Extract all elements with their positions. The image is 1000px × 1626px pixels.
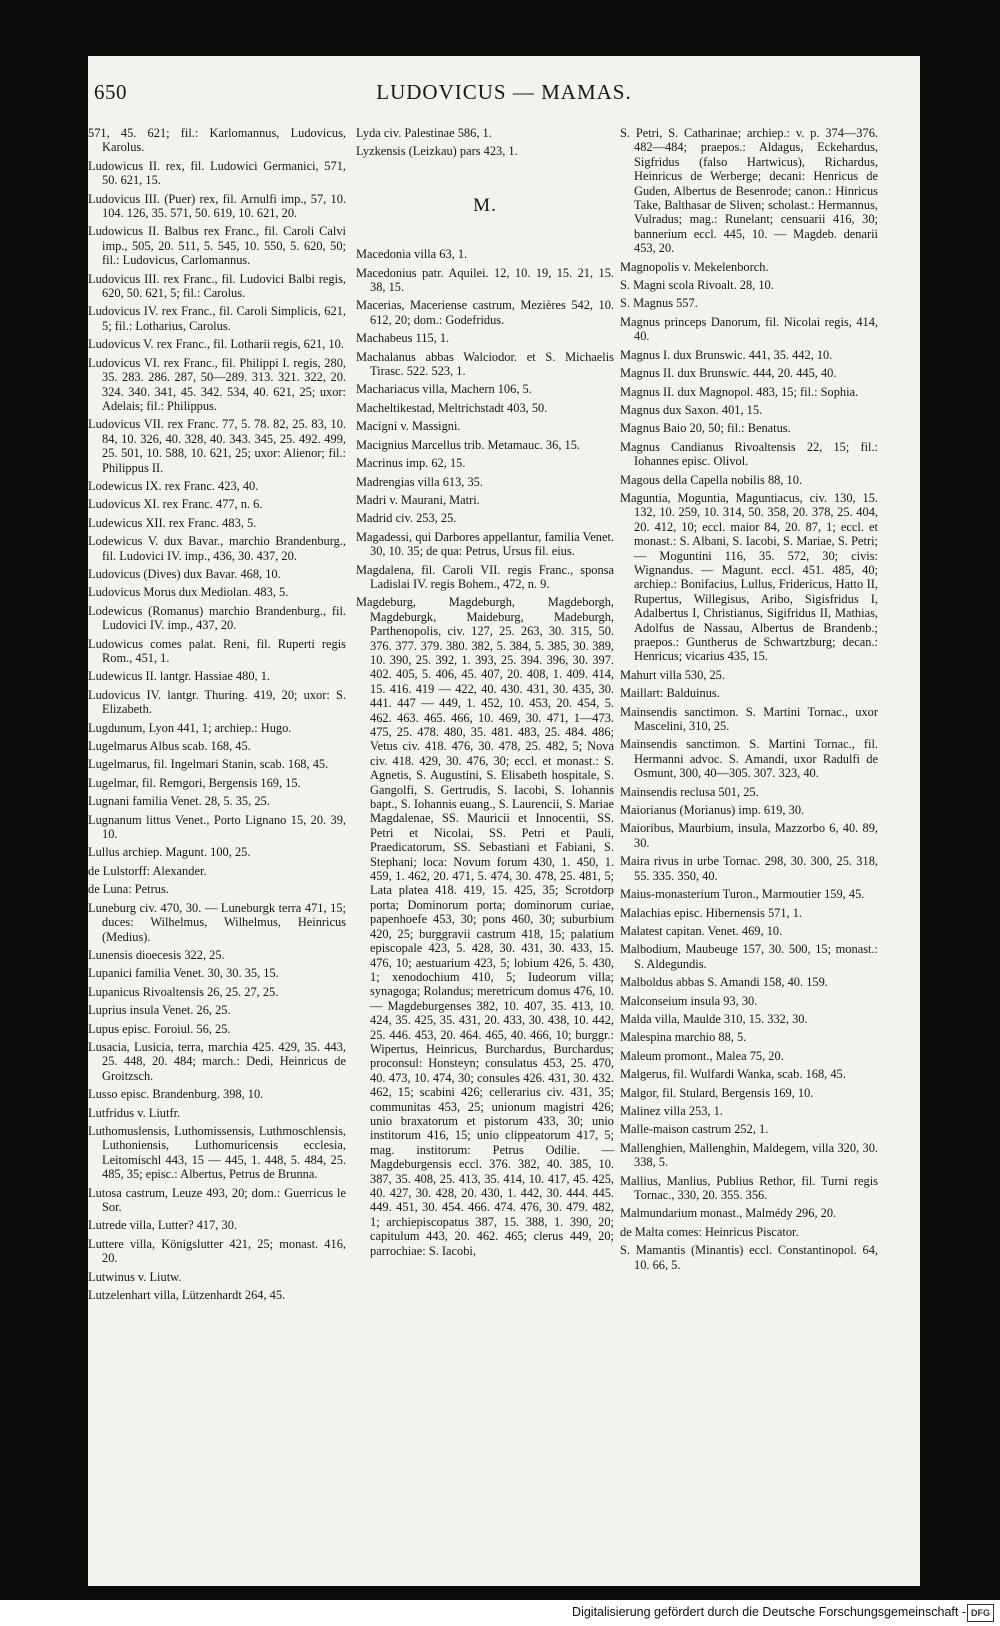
index-column-3 (620, 126, 878, 1276)
index-entry: Malgor, fil. Stulard, Bergensis 169, 10. (620, 1085, 814, 1100)
page-header (88, 80, 920, 110)
index-entry: Malatest capitan. Venet. 469, 10. (620, 923, 783, 938)
index-entry: Lutfridus v. Liutfr. (88, 1105, 181, 1120)
running-head: LUDOVICUS — MAMAS. (376, 80, 632, 104)
index-entry: S. Magnus 557. (620, 296, 698, 311)
index-entry: Luneburg civ. 470, 30. — Luneburgk terra 471, 15; duces: Wilhelmus, Wilhelmus, Heinricus (Medius). (88, 900, 346, 944)
index-entry: Lusso episc. Brandenburg. 398, 10. (88, 1087, 264, 1102)
index-entry: Malachias episc. Hibernensis 571, 1. (620, 905, 803, 920)
column-2-top-entries (356, 126, 614, 159)
index-entry: Macignius Marcellus trib. Metamauc. 36, 15. (356, 437, 581, 452)
index-entry: Lunensis dioecesis 322, 25. (88, 947, 225, 962)
index-entry: Malboldus abbas S. Amandi 158, 40. 159. (620, 975, 828, 990)
index-entry: Lugelmarus Albus scab. 168, 45. (88, 739, 251, 754)
index-entry: Malle-maison castrum 252, 1. (620, 1122, 769, 1137)
index-entry: Magnus II. dux Brunswic. 444, 20. 445, 40. (620, 366, 837, 381)
dfg-logo: DFG (967, 1604, 994, 1622)
index-entry: Lugdunum, Lyon 441, 1; archiep.: Hugo. (88, 720, 292, 735)
index-entry: S. Petri, S. Catharinae; archiep.: v. p. 374—376. 482—484; praepos.: Aldagus, Eckehardus, Sigfridus (falso Hartwicus), Richardus, Heinricus de Werberge; decani: Henricus de Guden, Albertus de Besenrode; canon.: Hinricus Take, Balthasar de Sliven; scholast.: Hermannus, Vulradus; mag.: Runelant; censuarii 416, 30; bannerium eccl. 445, 10. — Magdeb. denarii 453, 20. (620, 126, 878, 256)
index-entry: Magdalena, fil. Caroli VII. regis Franc., sponsa Ladislai IV. regis Bohem., 472, n. 9. (356, 562, 614, 591)
index-entry: Lodewicus IX. rex Franc. 423, 40. (88, 478, 259, 493)
index-entry: de Malta comes: Heinricus Piscator. (620, 1224, 799, 1239)
footer-credit: Digitalisierung gefördert durch die Deutsche Forschungsgemeinschaft - (572, 1605, 966, 1619)
index-entry: Maleum promont., Malea 75, 20. (620, 1048, 784, 1063)
index-entry: Lullus archiep. Magunt. 100, 25. (88, 845, 251, 860)
index-entry: Madrid civ. 253, 25. (356, 511, 457, 526)
index-entry: Malda villa, Maulde 310, 15. 332, 30. (620, 1011, 808, 1026)
index-entry: Mahurt villa 530, 25. (620, 667, 725, 682)
index-entry: Ludovicus III. (Puer) rex, fil. Arnulfi imp., 57, 10. 104. 126, 35. 571, 50. 619, 10. 621, 20. (88, 191, 346, 221)
index-entry: Lutosa castrum, Leuze 493, 20; dom.: Guerricus le Sor. (88, 1185, 346, 1214)
index-entry: Magous della Capella nobilis 88, 10. (620, 472, 803, 487)
footer-bar (0, 1600, 1000, 1626)
index-entry: Magnus Candianus Rivoaltensis 22, 15; fil.: Iohannes episc. Olivol. (620, 439, 878, 469)
index-entry: Lupus episc. Foroiul. 56, 25. (88, 1021, 231, 1036)
index-entry: Lugnanum littus Venet., Porto Lignano 15, 20. 39, 10. (88, 812, 346, 842)
index-entry: de Luna: Petrus. (88, 882, 169, 897)
index-entry: Ludovicus IV. rex Franc., fil. Caroli Simplicis, 621, 5; fil.: Lotharius, Carolus. (88, 304, 346, 333)
index-entry: Ludowicus comes palat. Reni, fil. Ruperti regis Rom., 451, 1. (88, 636, 346, 665)
index-entry: Ludovicus V. rex Franc., fil. Lotharii regis, 621, 10. (88, 337, 344, 352)
dictionary-page (88, 56, 920, 1586)
index-entry: Mainsendis sanctimon. S. Martini Tornac., uxor Mascelini, 310, 25. (620, 704, 878, 734)
index-entry: Malgerus, fil. Wulfardi Wanka, scab. 168, 45. (620, 1067, 846, 1082)
index-entry: Mainsendis reclusa 501, 25. (620, 784, 759, 799)
index-entry: Lugelmar, fil. Remgori, Bergensis 169, 15. (88, 775, 301, 790)
index-entry: Machabeus 115, 1. (356, 331, 450, 346)
index-entry: S. Mamantis (Minantis) eccl. Constantinopol. 64, 10. 66, 5. (620, 1243, 878, 1272)
index-entry: Ludovicus VI. rex Franc., fil. Philippi I. regis, 280, 35. 283. 286. 287, 50—289. 313. 321. 322, 20. 324. 340. 341, 45. 342. 534, 40. 621, 25; uxor: Adelais; fil.: Philippus. (88, 355, 346, 413)
index-entry: 571, 45. 621; fil.: Karlomannus, Ludovicus, Karolus. (88, 126, 346, 155)
index-entry: Maira rivus in urbe Tornac. 298, 30. 300, 25. 318, 55. 335. 350, 40. (620, 854, 878, 883)
index-entry: Ludovicus VII. rex Franc. 77, 5. 78. 82, 25. 83, 10. 84, 10. 326, 40. 328, 40. 343. 345, 25. 492. 499, 25. 501, 10. 588, 10. 621, 25; uxor: Alienor; fil.: Philippus II. (88, 417, 346, 475)
index-entry: Lupanicus Rivoaltensis 26, 25. 27, 25. (88, 984, 279, 999)
index-entry: Luprius insula Venet. 26, 25. (88, 1003, 231, 1018)
column-2-entries (356, 247, 614, 1258)
index-entry: Machalanus abbas Walciodor. et S. Michaelis Tirasc. 522. 523, 1. (356, 349, 614, 379)
index-entry: Malinez villa 253, 1. (620, 1103, 723, 1118)
index-entry: Lyda civ. Palestinae 586, 1. (356, 126, 492, 140)
index-entry: Macrinus imp. 62, 15. (356, 456, 466, 471)
index-entry: Lutrede villa, Lutter? 417, 30. (88, 1218, 237, 1233)
index-entry: Macedonia villa 63, 1. (356, 247, 468, 262)
index-entry: Magnus princeps Danorum, fil. Nicolai regis, 414, 40. (620, 314, 878, 344)
index-entry: Malconseium insula 93, 30. (620, 993, 758, 1008)
index-entry: Machariacus villa, Machern 106, 5. (356, 382, 532, 397)
index-entry: Madri v. Maurani, Matri. (356, 492, 480, 507)
index-entry: Magnopolis v. Mekelenborch. (620, 259, 769, 274)
index-entry: Macheltikestad, Meltrichstadt 403, 50. (356, 400, 548, 415)
index-entry: Ludovicus XI. rex Franc. 477, n. 6. (88, 497, 263, 512)
index-entry: Ludewicus XII. rex Franc. 483, 5. (88, 515, 257, 530)
index-entry: Maioribus, Maurbium, insula, Mazzorbo 6, 40. 89, 30. (620, 821, 878, 850)
index-entry: Ludowicus II. rex, fil. Ludowici Germanici, 571, 50. 621, 15. (88, 158, 346, 188)
index-entry: Magnus Baio 20, 50; fil.: Benatus. (620, 421, 791, 436)
index-entry: de Lulstorff: Alexander. (88, 863, 207, 878)
index-entry: Mallenghien, Mallenghin, Maldegem, villa 320, 30. 338, 5. (620, 1140, 878, 1170)
index-entry: Lusacia, Lusicia, terra, marchia 425. 429, 35. 443, 25. 448, 20. 484; march.: Dedi, Heinricus de Groitzsch. (88, 1039, 346, 1083)
index-entry: Lodewicus V. dux Bavar., marchio Brandenburg., fil. Ludovici IV. imp., 436, 30. 437, 20. (88, 534, 346, 563)
page-number: 650 (94, 80, 127, 104)
index-entry: Mainsendis sanctimon. S. Martini Tornac., fil. Hermanni advoc. S. Amandi, uxor Radulfi de Osmunt, 300, 40—305. 307. 323, 40. (620, 737, 878, 781)
index-entry: Malmundarium monast., Malmédy 296, 20. (620, 1206, 837, 1221)
index-entry: Lutwinus v. Liutw. (88, 1269, 182, 1284)
section-heading-m: M. (473, 194, 497, 216)
index-entry: Ludovicus (Dives) dux Bavar. 468, 10. (88, 566, 281, 581)
index-entry: Malbodium, Maubeuge 157, 30. 500, 15; monast.: S. Aldegundis. (620, 942, 878, 971)
index-entry: Luttere villa, Königslutter 421, 25; monast. 416, 20. (88, 1236, 346, 1266)
index-entry: Ludovicus III. rex Franc., fil. Ludovici Balbi regis, 620, 50. 621, 5; fil.: Carolus. (88, 271, 346, 301)
index-column-2 (356, 126, 614, 1262)
index-entry: Magdeburg, Magdeburgh, Magdeborgh, Magdeburgk, Maideburg, Madeburgh, Parthenopolis, civ. 127, 25. 263, 30. 315, 50. 376. 377. 379. 380. 382, 5. 384, 5. 385, 30. 389, 10. 390, 25. 392, 1. 393, 25. 394. 396, 30. 397. 402. 405, 5. 406, 45. 407, 20. 408, 1. 409. 414, 15. 416. 419 — 422, 40. 430. 431, 30. 435, 30. 441. 447 — 449, 1. 452, 10. 453, 20. 454, 5. 462. 463. 465. 466, 10. 469, 30. 471, 1—473. 475, 25. 478. 480, 35. 481. 483, 25. 484. 486; Vetus civ. 418. 476, 30. 478, 25. 482, 5; Nova civ. 418. 429, 30. 476, 30; eccl. et monast.: S. Agnetis, S. Augustini, S. Elisabeth hospitale, S. Gangolfi, S. Gertrudis, S. Iacobi, S. Iohannis bapt., S. Iohannis euang., S. Laurencii, S. Mariae Magdalenae, SS. Mauricii et Innocentii, SS. Petri et Nicolai, SS. Petri et Pauli, Praedicatorum, SS. Sebastiani et Fabiani, S. Stephani; loca: Novum forum 430, 1. 450, 1. 459, 1. 462, 20. 471, 5. 474, 30. 478, 25. 481, 5; Lata platea 418. 419, 15. 425, 35; Scrotdorp porta; Dominorum porta; dominorum curiae, papenhoefe 453, 30; pons 460, 30; suburbium 420, 25; burggravii castrum 418, 15; palatium episcopale 423, 5. 428, 30. 431, 30. 433, 15. 476, 10; aestuarium 423, 5; lobium 426, 5. 430, 1; xenodochium 410, 5; Iudeorum villa; synagoga; Rolandus; meretricum domus 476, 10. — Magdeburgenses 382, 10. 407, 35. 413, 10. 424, 35. 425, 35. 431, 20. 433, 30. 438, 10. 442, 25. 446. 453, 20. 464. 465, 40. 466, 10; burggr.: Wipertus, Heinricus, Burchardus, Burchardus; proconsul: Honsteyn; consulatus 453, 25. 470, 40. 473, 10. 474, 30; consules 426. 431, 30. 432. 462, 15; scabini 426; cellerarius civ. 431, 35; communitas 453, 25; unionum magistri 426; unio braxatorum et pistorum 433, 30; unio institorum 416, 15; unio clippeatorum 417, 5; mag. institorum: Petrus Odilie. — Magdeburgensis eccl. 376. 382, 40. 385, 10. 387, 35. 408, 25. 413, 35. 414, 10. 417, 45. 425, 40. 427, 30. 428, 20. 430, 1. 442, 30. 444. 445. 449. 451, 30. 454. 466. 474. 476, 30. 479. 482, 1; archiepiscopatus 387, 15. 388, 1. 390, 20; capitulum 443, 20. 462. 465; clerus 449, 20; parrochiae: S. Iacobi, (356, 595, 614, 1258)
index-entry: Magadessi, qui Darbores appellantur, familia Venet. 30, 10. 35; de qua: Petrus, Ursus fil. eius. (356, 529, 614, 559)
index-entry: Mallius, Manlius, Publius Rethor, fil. Turni regis Tornac., 330, 20. 355. 356. (620, 1173, 878, 1202)
index-entry: Lupanici familia Venet. 30, 30. 35, 15. (88, 966, 279, 981)
index-column-1 (88, 126, 346, 1306)
index-entry: Ludovicus IV. lantgr. Thuring. 419, 20; uxor: S. Elizabeth. (88, 687, 346, 717)
index-entry: Lugnani familia Venet. 28, 5. 35, 25. (88, 794, 270, 809)
index-entry: Ludowicus II. Balbus rex Franc., fil. Caroli Calvi imp., 505, 20. 511, 5. 545, 10. 550, 5. 620, 50; fil.: Ludovicus, Carlomannus. (88, 224, 346, 268)
index-entry: Lugelmarus, fil. Ingelmari Stanin, scab. 168, 45. (88, 757, 329, 772)
index-entry: Maguntia, Moguntia, Maguntiacus, civ. 130, 15. 132, 10. 259, 10. 314, 50. 358, 20. 378, 25. 404, 20. 412, 10; eccl. maior 84, 20. 87, 1; eccl. et monast.: S. Albani, S. Iacobi, S. Mariae, S. Petri; — Moguntini 116, 35. 572, 30; civis: Wignandus. — Magunt. eccl. 451. 485, 40; archiep.: Bonifacius, Lullus, Fridericus, Hatto II, Rupertus, Willegisus, Aribo, Sigisfridus I, Adalbertus I, Christianus, Sigifridus II, Mathias, Adolfus de Nassau, Albertus de Brandenb.; praepos.: Guntherus de Schwartzburg; decan.: Henricus; vicarius 435, 15. (620, 490, 878, 664)
index-entry: Lutzelenhart villa, Lützenhardt 264, 45. (88, 1288, 286, 1303)
index-entry: Lodewicus (Romanus) marchio Brandenburg., fil. Ludovici IV. imp., 437, 20. (88, 603, 346, 633)
index-entry: Magnus I. dux Brunswic. 441, 35. 442, 10. (620, 347, 833, 362)
index-entry: Magnus dux Saxon. 401, 15. (620, 402, 763, 417)
index-entry: Macigni v. Massigni. (356, 419, 461, 434)
index-entry: Macerias, Maceriense castrum, Mezières 542, 10. 612, 20; dom.: Godefridus. (356, 298, 614, 327)
index-entry: S. Magni scola Rivoalt. 28, 10. (620, 278, 774, 293)
index-entry: Maiorianus (Morianus) imp. 619, 30. (620, 803, 805, 818)
index-entry: Luthomuslensis, Luthomissensis, Luthmoschlensis, Luthoniensis, Luthomuricensis ecclesia, Leitomischl 443, 15 — 445, 1. 448, 5. 484, 25. 485, 35; episc.: Albertus, Petrus de Brunna. (88, 1123, 346, 1182)
index-entry: Maillart: Balduinus. (620, 686, 720, 701)
index-entry: Macedonius patr. Aquilei. 12, 10. 19, 15. 21, 15. 38, 15. (356, 265, 614, 295)
index-entry: Magnus II. dux Magnopol. 483, 15; fil.: Sophia. (620, 384, 859, 399)
index-entry: Ludovicus Morus dux Mediolan. 483, 5. (88, 585, 289, 600)
index-entry: Ludewicus II. lantgr. Hassiae 480, 1. (88, 669, 271, 684)
index-entry: Malespina marchio 88, 5. (620, 1030, 747, 1045)
index-entry: Madrengias villa 613, 35. (356, 474, 483, 489)
index-entry: Maius-monasterium Turon., Marmoutier 159, 45. (620, 887, 865, 902)
index-entry: Lyzkensis (Leizkau) pars 423, 1. (356, 144, 518, 159)
